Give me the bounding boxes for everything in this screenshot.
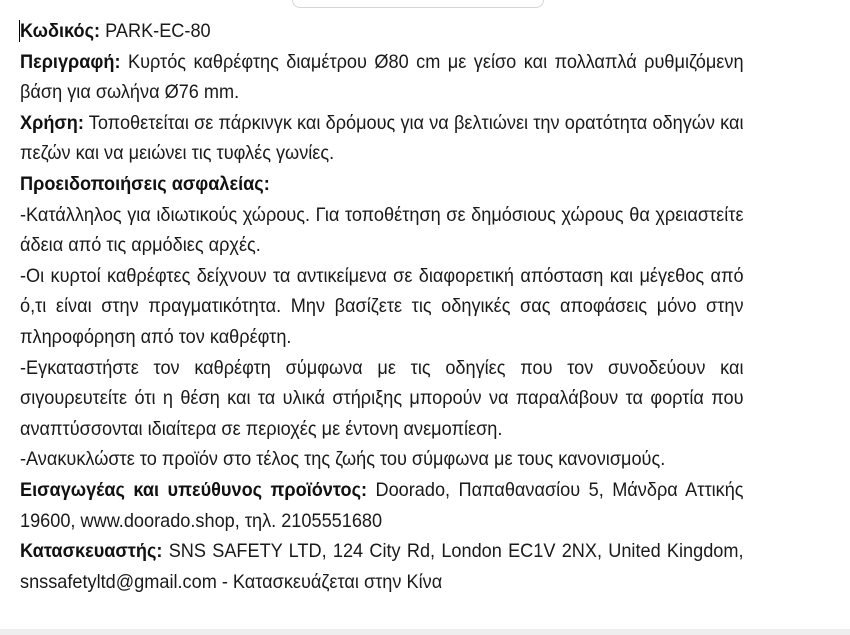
code-value: PARK-EC-80 (100, 20, 211, 42)
warning-item-distance: -Οι κυρτοί καθρέφτες δείχνουν τα αντικείμενα σε διαφορετική απόσταση και μέγεθος από ό,τι είναι στην πραγματικότητα. Μην βασίζετε τις οδηγικές σας αποφάσεις μόνο στην πληροφόρηση από τον καθρέφτη. (20, 264, 744, 348)
usage-paragraph (20, 108, 744, 169)
top-tab-edge (292, 0, 544, 8)
description-label: Περιγραφή: (20, 50, 121, 73)
warning-item-private-use: -Κατάλληλος για ιδιωτικούς χώρους. Για τοποθέτηση σε δημόσιους χώρους θα χρειαστείτε άδεια από τις αρμόδιες αρχές. (20, 203, 744, 257)
warning-item-installation: -Εγκαταστήστε τον καθρέφτη σύμφωνα με τις οδηγίες που τον συνοδεύουν και σιγουρευτείτε ότι η θέση και τα υλικά στήριξης μπορούν να παραλάβουν τα φορτία που αναπτύσσονται ιδιαίτερα σε περιοχές με έντονη ανεμοπίεση. (20, 356, 744, 440)
usage-value: Τοποθετείται σε πάρκινγκ και δρόμους για να βελτιώνει την ορατότητα οδηγών και πεζών και να μειώνει τις τυφλές γωνίες. (20, 111, 744, 165)
manufacturer-label: Κατασκευαστής: (20, 540, 163, 563)
importer-value: Doorado, Παπαθανασίου 5, Μάνδρα Αττικής 19600, www.doorado.shop, τηλ. 2105551680 (20, 478, 744, 532)
description-paragraph (20, 47, 744, 108)
warnings-heading-text: Προειδοποιήσεις ασφαλείας: (20, 172, 270, 195)
code-label: Κωδικός: (20, 20, 101, 42)
warning-item-recycle: -Ανακυκλώστε το προϊόν στο τέλος της ζωής του σύμφωνα με τους κανονισμούς. (20, 448, 666, 471)
importer-paragraph (20, 475, 744, 536)
code-paragraph (20, 16, 744, 47)
description-value: Κυρτός καθρέφτης διαμέτρου Ø80 cm με γείσο και πολλαπλά ρυθμιζόμενη βάση για σωλήνα Ø76 mm. (20, 50, 744, 104)
product-label-document[interactable] (20, 16, 744, 597)
manufacturer-value: SNS SAFETY LTD, 124 City Rd, London EC1V 2NX, United Kingdom, snssafetyltd@gmail.com - Κατασκευάζεται στην Κίνα (20, 540, 744, 593)
manufacturer-paragraph (20, 536, 744, 597)
usage-label: Χρήση: (20, 111, 84, 134)
importer-label: Εισαγωγέας και υπεύθυνος προϊόντος: (20, 478, 368, 501)
bottom-edge-strip (0, 629, 850, 635)
warnings-heading (20, 169, 744, 200)
